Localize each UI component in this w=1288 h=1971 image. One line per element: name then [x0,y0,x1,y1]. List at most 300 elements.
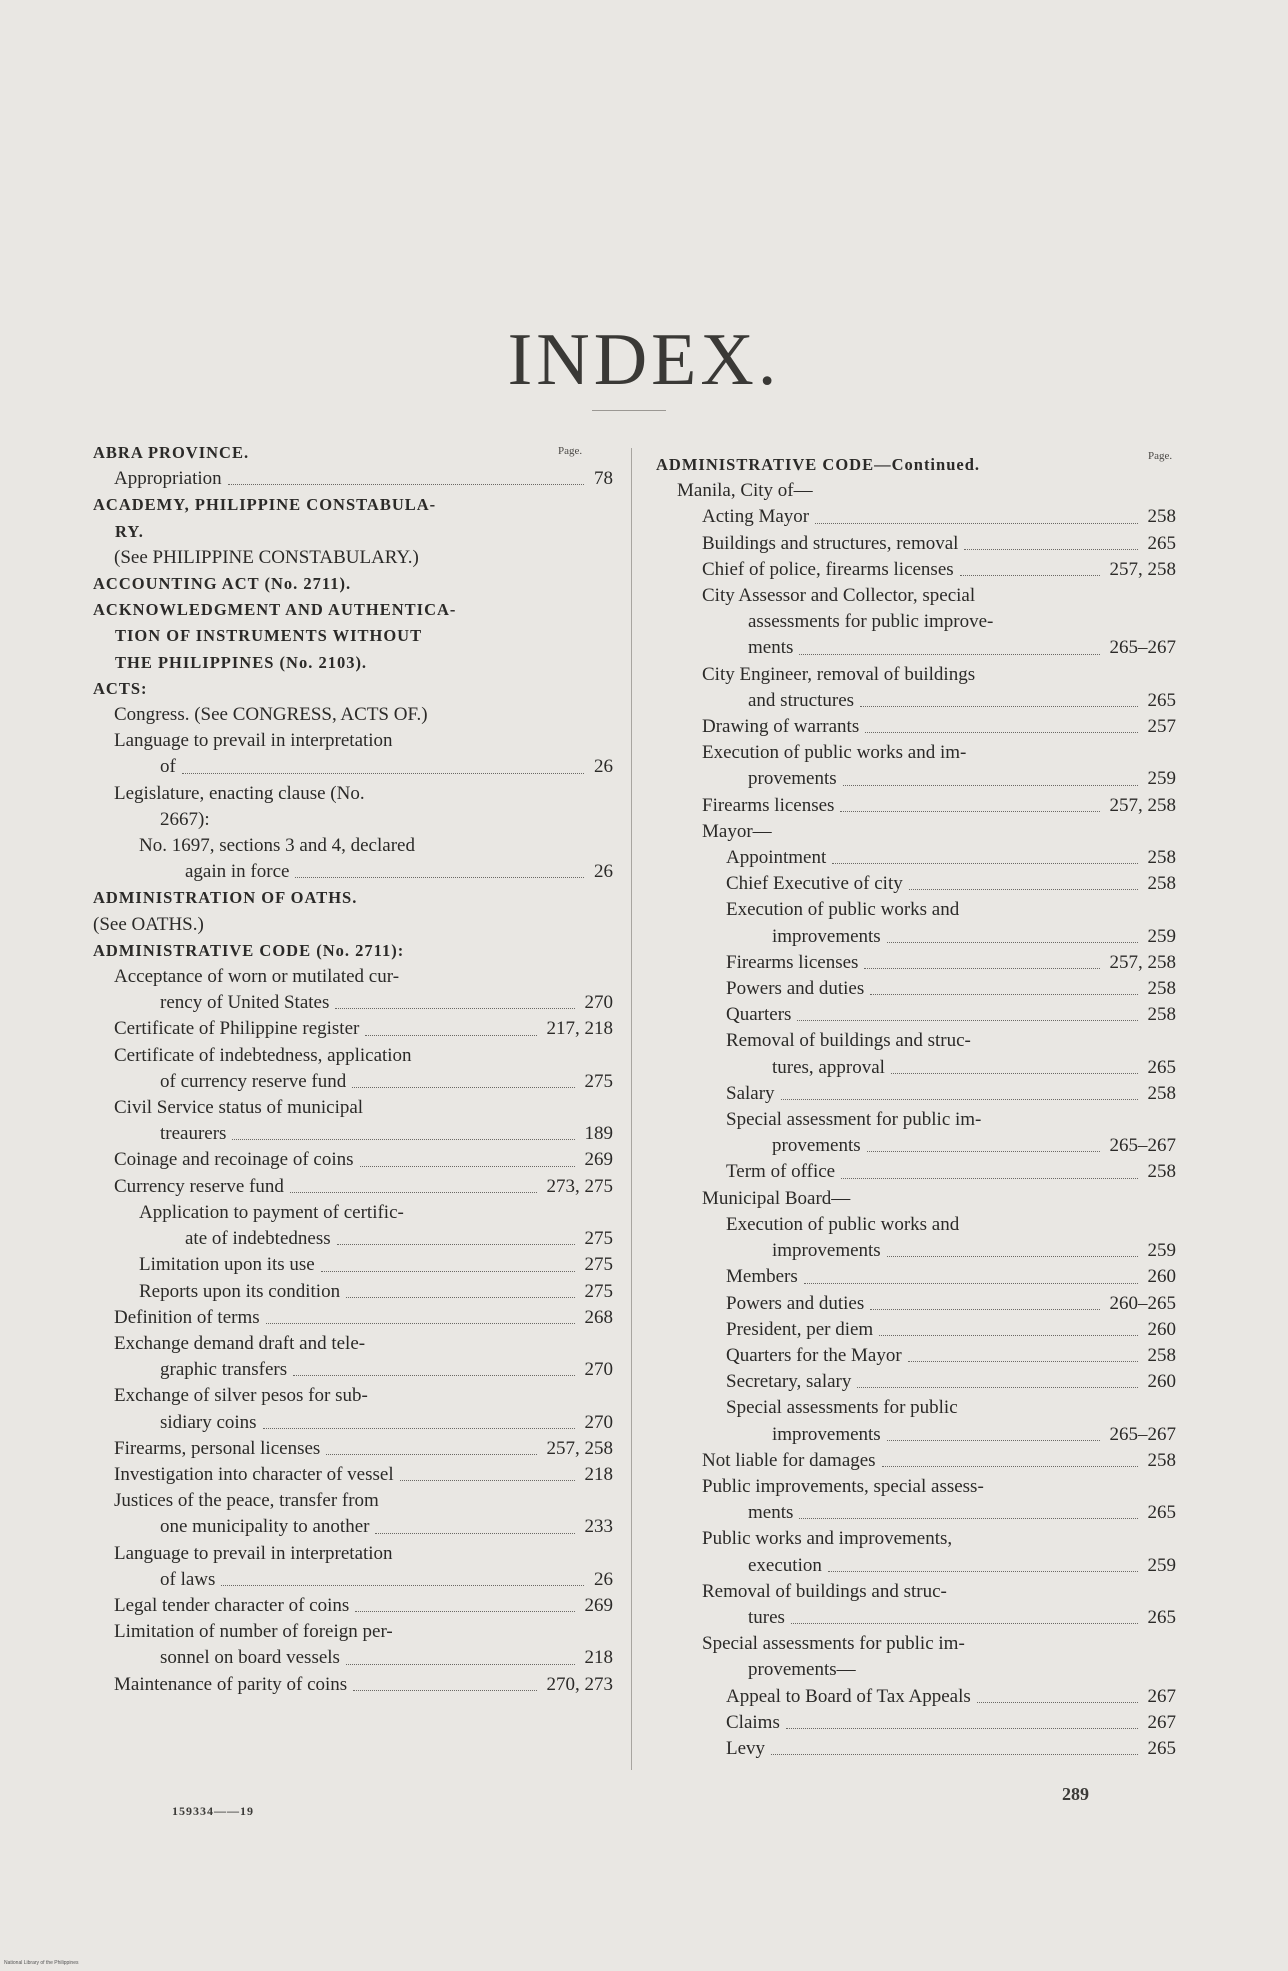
index-entry [656,1657,1176,1683]
dot-leader [221,1584,584,1586]
index-entry-text: Language to prevail in interpretation [114,1542,393,1564]
dot-leader [964,548,1137,550]
index-entry [93,1252,613,1278]
index-entry-page: 270 [581,990,614,1016]
index-entry-text: Public improvements, special assess- [702,1475,984,1497]
index-entry-page: 265 [1144,1605,1177,1631]
index-entry-text: RY. [115,521,144,541]
index-entry [93,1174,613,1200]
index-entry [656,793,1176,819]
index-entry [93,754,613,780]
index-entry-page: 258 [1144,1081,1177,1107]
index-entry [93,702,613,728]
dot-leader [804,1282,1138,1284]
index-entry-text: Members [726,1266,798,1288]
dot-leader [841,1177,1137,1179]
index-entry-page: 258 [1144,1343,1177,1369]
index-entry-text: of laws [160,1568,216,1590]
dot-leader [786,1727,1138,1729]
index-entry [93,859,613,885]
index-entry [656,1264,1176,1290]
index-entry [656,845,1176,871]
page-number: 289 [1062,1784,1089,1804]
dot-leader [400,1479,575,1481]
index-entry [93,1147,613,1173]
index-entry-page: 259 [1144,1238,1177,1264]
index-entry-text: Acceptance of worn or mutilated cur- [114,966,400,988]
index-left-column [93,440,613,1698]
dot-leader [295,876,584,878]
index-entry [656,950,1176,976]
index-entry-text: Secretary, salary [726,1371,852,1393]
index-right-column [656,452,1176,1762]
index-entry-text: improvements [772,925,881,947]
index-entry-page: 258 [1144,845,1177,871]
index-entry-text: tures, approval [772,1056,885,1078]
index-entry [93,492,613,518]
index-entry [656,1343,1176,1369]
index-entry [656,583,1176,609]
index-entry [656,871,1176,897]
index-entry [93,597,613,623]
index-entry-page: 265–267 [1106,635,1177,661]
index-entry-text: Term of office [726,1161,836,1183]
index-entry-text: ADMINISTRATIVE CODE—Continued. [656,455,980,474]
index-entry [656,1631,1176,1657]
index-entry [656,1107,1176,1133]
dot-leader [266,1322,575,1324]
dot-leader [375,1532,574,1534]
dot-leader [353,1689,536,1691]
dot-leader [321,1270,575,1272]
index-entry [656,452,1176,478]
dot-leader [360,1165,575,1167]
index-entry-text: assessments for public improve- [748,611,994,633]
dot-leader [293,1374,574,1376]
page-header-right: Page. [1148,450,1173,462]
index-entry-text: THE PHILIPPINES (No. 2103). [115,652,368,672]
index-entry [656,662,1176,688]
dot-leader [346,1663,575,1665]
index-entry [93,833,613,859]
index-entry [93,650,613,676]
index-entry-text: of currency reserve fund [160,1070,347,1092]
dot-leader [843,784,1138,786]
index-entry-text: tures [748,1606,785,1628]
title-rule [592,410,666,411]
index-entry-text: ACKNOWLEDGMENT AND AUTHENTICA- [93,600,457,620]
index-entry [656,1369,1176,1395]
index-entry-text: Claims [726,1711,780,1733]
index-entry-text: and structures [748,689,855,711]
dot-leader [891,1072,1138,1074]
index-entry-text: Firearms, personal licenses [114,1437,321,1459]
index-entry [93,990,613,1016]
index-entry-text: provements [772,1135,861,1157]
index-entry-page: 270 [581,1357,614,1383]
library-credit: National Library of the Philippines [4,1960,79,1966]
index-entry-text: Removal of buildings and struc- [702,1580,947,1602]
index-entry-text: Special assessments for public im- [702,1633,965,1655]
index-entry [656,1684,1176,1710]
dot-leader [960,574,1100,576]
index-entry-text: City Assessor and Collector, special [702,585,976,607]
index-entry [93,1305,613,1331]
index-entry-page: 267 [1144,1684,1177,1710]
dot-leader [864,967,1099,969]
index-entry-text: ments [748,1502,794,1524]
index-entry [93,728,613,754]
index-entry-text: ate of indebtedness [185,1228,331,1250]
index-entry-page: 273, 275 [543,1174,614,1200]
index-entry [93,676,613,702]
index-entry-page: 269 [581,1593,614,1619]
index-entry-text: Appropriation [114,468,222,490]
dot-leader [887,1439,1100,1441]
dot-leader [840,810,1099,812]
dot-leader [882,1465,1138,1467]
index-entry-text: again in force [185,861,290,883]
index-entry-page: 265 [1144,688,1177,714]
index-entry-page: 265 [1144,531,1177,557]
index-entry-text: sonnel on board vessels [160,1647,340,1669]
index-entry-page: 258 [1144,1448,1177,1474]
index-entry-text: No. 1697, sections 3 and 4, declared [139,835,415,857]
index-entry [656,897,1176,923]
index-entry [93,912,613,938]
index-entry [656,1081,1176,1107]
index-entry [656,714,1176,740]
index-entry-page: 189 [581,1121,614,1147]
index-entry-text: President, per diem [726,1318,874,1340]
index-entry-text: treaurers [160,1123,227,1145]
index-entry [93,1593,613,1619]
page-title: INDEX. [507,319,781,401]
index-entry-text: Powers and duties [726,1292,865,1314]
index-entry [656,1579,1176,1605]
index-entry [656,1238,1176,1264]
index-entry [93,1016,613,1042]
index-entry-page: 258 [1144,1002,1177,1028]
index-entry [656,1028,1176,1054]
index-entry [656,1736,1176,1762]
dot-leader [797,1019,1137,1021]
dot-leader [781,1098,1138,1100]
dot-leader [909,888,1138,890]
index-entry-text: Appointment [726,847,827,869]
index-entry-text: Not liable for damages [702,1449,876,1471]
dot-leader [799,1517,1137,1519]
dot-leader [870,1308,1099,1310]
index-entry-page: 265 [1144,1500,1177,1526]
column-divider [631,448,632,1770]
index-entry-page: 268 [581,1305,614,1331]
index-entry [93,1514,613,1540]
index-entry-text: Buildings and structures, removal [702,532,959,554]
index-entry [93,1200,613,1226]
index-entry-page: 78 [590,466,613,492]
dot-leader [870,993,1137,995]
index-entry-page: 259 [1144,766,1177,792]
dot-leader [771,1753,1137,1755]
index-entry-text: ADMINISTRATIVE CODE (No. 2711): [93,940,405,960]
index-entry-page: 275 [581,1069,614,1095]
index-entry-page: 26 [590,754,613,780]
index-entry [656,1500,1176,1526]
dot-leader [232,1138,574,1140]
index-entry-text: Chief Executive of city [726,873,903,895]
index-entry [93,1279,613,1305]
index-entry-text: ments [748,637,794,659]
index-entry-page: 233 [581,1514,614,1540]
index-entry [93,571,613,597]
index-entry-text: improvements [772,1423,881,1445]
index-entry [93,1619,613,1645]
index-entry-text: Mayor— [702,820,772,842]
index-entry [93,466,613,492]
index-entry-text: Acting Mayor [702,506,810,528]
dot-leader [865,731,1137,733]
dot-leader [290,1191,537,1193]
dot-leader [857,1386,1137,1388]
index-entry-page: 260–265 [1106,1291,1177,1317]
index-entry-text: City Engineer, removal of buildings [702,663,976,685]
index-entry-text: Manila, City of— [677,480,813,502]
index-entry [656,557,1176,583]
index-entry-text: Investigation into character of vessel [114,1463,394,1485]
index-entry-page: 218 [581,1462,614,1488]
index-entry [656,1710,1176,1736]
index-entry-page: 26 [590,859,613,885]
index-entry-text: Certificate of Philippine register [114,1018,360,1040]
index-entry-text: ABRA PROVINCE. [93,443,250,462]
index-entry-page: 257, 258 [543,1436,614,1462]
index-entry-text: Execution of public works and [726,899,960,921]
index-entry [93,964,613,990]
index-entry-page: 265–267 [1106,1422,1177,1448]
index-entry [656,976,1176,1002]
index-entry-text: Powers and duties [726,978,865,1000]
index-entry-page: 259 [1144,924,1177,950]
index-entry-text: Levy [726,1737,766,1759]
index-entry-text: (See OATHS.) [93,913,204,935]
index-entry-text: Public works and improvements, [702,1528,953,1550]
index-entry-page: 260 [1144,1317,1177,1343]
index-entry-page: 217, 218 [543,1016,614,1042]
index-entry-text: 2667): [160,808,210,830]
dot-leader [828,1570,1138,1572]
index-entry-text: Justices of the peace, transfer from [114,1490,379,1512]
index-entry [656,1474,1176,1500]
index-entry [93,1567,613,1593]
index-entry-text: ACCOUNTING ACT (No. 2711). [93,574,352,594]
dot-leader [365,1034,536,1036]
index-entry [93,1672,613,1698]
dot-leader [879,1334,1137,1336]
index-entry-text: Chief of police, firearms licenses [702,558,954,580]
index-entry-text: ACTS: [93,678,148,698]
dot-leader [799,653,1099,655]
index-entry [656,819,1176,845]
dot-leader [887,1255,1138,1257]
index-entry-text: Legislature, enacting clause (No. [114,782,365,804]
index-entry [656,1055,1176,1081]
index-entry-page: 260 [1144,1369,1177,1395]
index-entry-text: Appeal to Board of Tax Appeals [726,1685,971,1707]
index-entry [93,1462,613,1488]
index-entry-text: Firearms licenses [702,794,835,816]
index-entry-page: 269 [581,1147,614,1173]
dot-leader [791,1622,1138,1624]
index-entry-page: 265 [1144,1736,1177,1762]
index-entry-text: Currency reserve fund [114,1175,284,1197]
index-entry [656,1605,1176,1631]
index-entry [93,1410,613,1436]
index-entry [656,924,1176,950]
index-entry [93,1488,613,1514]
index-entry [656,1422,1176,1448]
index-entry [656,609,1176,635]
index-entry [656,766,1176,792]
index-entry-page: 26 [590,1567,613,1593]
index-entry [93,1331,613,1357]
index-entry [656,504,1176,530]
index-entry-page: 270, 273 [543,1672,614,1698]
index-entry [93,545,613,571]
index-entry-text: Application to payment of certific- [139,1201,404,1223]
index-entry-page: 257, 258 [1106,557,1177,583]
index-entry-page: 258 [1144,871,1177,897]
index-entry [656,688,1176,714]
index-entry [656,1212,1176,1238]
index-entry-text: Quarters for the Mayor [726,1344,902,1366]
print-code: 159334——19 [172,1804,254,1818]
dot-leader [355,1610,574,1612]
index-entry-page: 257 [1144,714,1177,740]
index-entry [93,1541,613,1567]
index-entry [93,1069,613,1095]
index-entry-text: Reports upon its condition [139,1280,341,1302]
index-entry-text: Special assessment for public im- [726,1109,982,1131]
index-entry-text: sidiary coins [160,1411,257,1433]
index-entry-page: 265–267 [1106,1133,1177,1159]
index-entry-text: ADMINISTRATION OF OATHS. [93,888,358,908]
dot-leader [832,862,1137,864]
index-entry-text: Language to prevail in interpretation [114,730,393,752]
dot-leader [228,483,584,485]
dot-leader [867,1150,1100,1152]
index-entry-text: improvements [772,1240,881,1262]
index-entry-text: provements— [748,1659,856,1681]
index-entry-page: 265 [1144,1055,1177,1081]
index-entry [656,740,1176,766]
index-entry-text: Congress. (See CONGRESS, ACTS OF.) [114,704,428,726]
index-entry-text: of [160,756,176,778]
index-entry-page: 259 [1144,1553,1177,1579]
index-entry-page: 257, 258 [1106,950,1177,976]
index-entry-page: 258 [1144,504,1177,530]
index-entry [656,1159,1176,1185]
index-entry-text: Civil Service status of municipal [114,1097,364,1119]
dot-leader [182,772,584,774]
index-entry [93,1357,613,1383]
index-entry-page: 275 [581,1252,614,1278]
index-entry-text: Quarters [726,1004,792,1026]
index-entry-text: Legal tender character of coins [114,1594,350,1616]
index-entry-text: Salary [726,1082,775,1104]
index-entry-text: graphic transfers [160,1359,288,1381]
dot-leader [337,1243,575,1245]
dot-leader [815,522,1137,524]
index-entry-text: Exchange demand draft and tele- [114,1332,366,1354]
index-entry [93,1121,613,1147]
index-entry [93,938,613,964]
dot-leader [335,1007,574,1009]
index-entry-text: TION OF INSTRUMENTS WITHOUT [115,626,423,646]
index-entry [656,1002,1176,1028]
index-entry [656,1526,1176,1552]
index-entry [656,1133,1176,1159]
index-entry [656,1291,1176,1317]
index-entry-text: Execution of public works and [726,1213,960,1235]
index-entry [656,478,1176,504]
index-entry-page: 270 [581,1410,614,1436]
index-entry [93,807,613,833]
index-entry-text: Exchange of silver pesos for sub- [114,1385,368,1407]
index-entry-text: Removal of buildings and struc- [726,1030,971,1052]
index-entry-text: Special assessments for public [726,1397,958,1419]
dot-leader [346,1296,574,1298]
dot-leader [352,1086,574,1088]
index-entry-text: Maintenance of parity of coins [114,1673,348,1695]
index-entry [656,635,1176,661]
index-entry [93,1226,613,1252]
page-header-left: Page. [558,445,583,457]
dot-leader [263,1427,575,1429]
index-entry [93,1645,613,1671]
index-entry-text: provements [748,768,837,790]
index-entry [93,440,613,466]
index-entry-page: 267 [1144,1710,1177,1736]
dot-leader [977,1701,1138,1703]
index-entry-page: 260 [1144,1264,1177,1290]
index-entry [93,1436,613,1462]
index-entry-text: Execution of public works and im- [702,742,967,764]
dot-leader [860,705,1137,707]
index-entry-text: Coinage and recoinage of coins [114,1149,354,1171]
index-entry-text: Firearms licenses [726,951,859,973]
index-entry-text: execution [748,1554,822,1576]
index-entry-page: 257, 258 [1106,793,1177,819]
index-entry [656,531,1176,557]
index-entry-text: Municipal Board— [702,1187,851,1209]
index-entry [93,781,613,807]
index-entry-text: ACADEMY, PHILIPPINE CONSTABULA- [93,495,437,515]
index-entry-text: one municipality to another [160,1516,370,1538]
index-entry-text: Definition of terms [114,1306,260,1328]
index-entry-page: 258 [1144,1159,1177,1185]
index-entry-text: Drawing of warrants [702,716,860,738]
index-entry [656,1186,1176,1212]
index-entry-page: 218 [581,1645,614,1671]
index-entry [93,519,613,545]
index-entry-page: 258 [1144,976,1177,1002]
index-entry [656,1448,1176,1474]
index-entry-text: Limitation upon its use [139,1254,315,1276]
index-entry [656,1553,1176,1579]
dot-leader [326,1453,536,1455]
index-entry [93,623,613,649]
